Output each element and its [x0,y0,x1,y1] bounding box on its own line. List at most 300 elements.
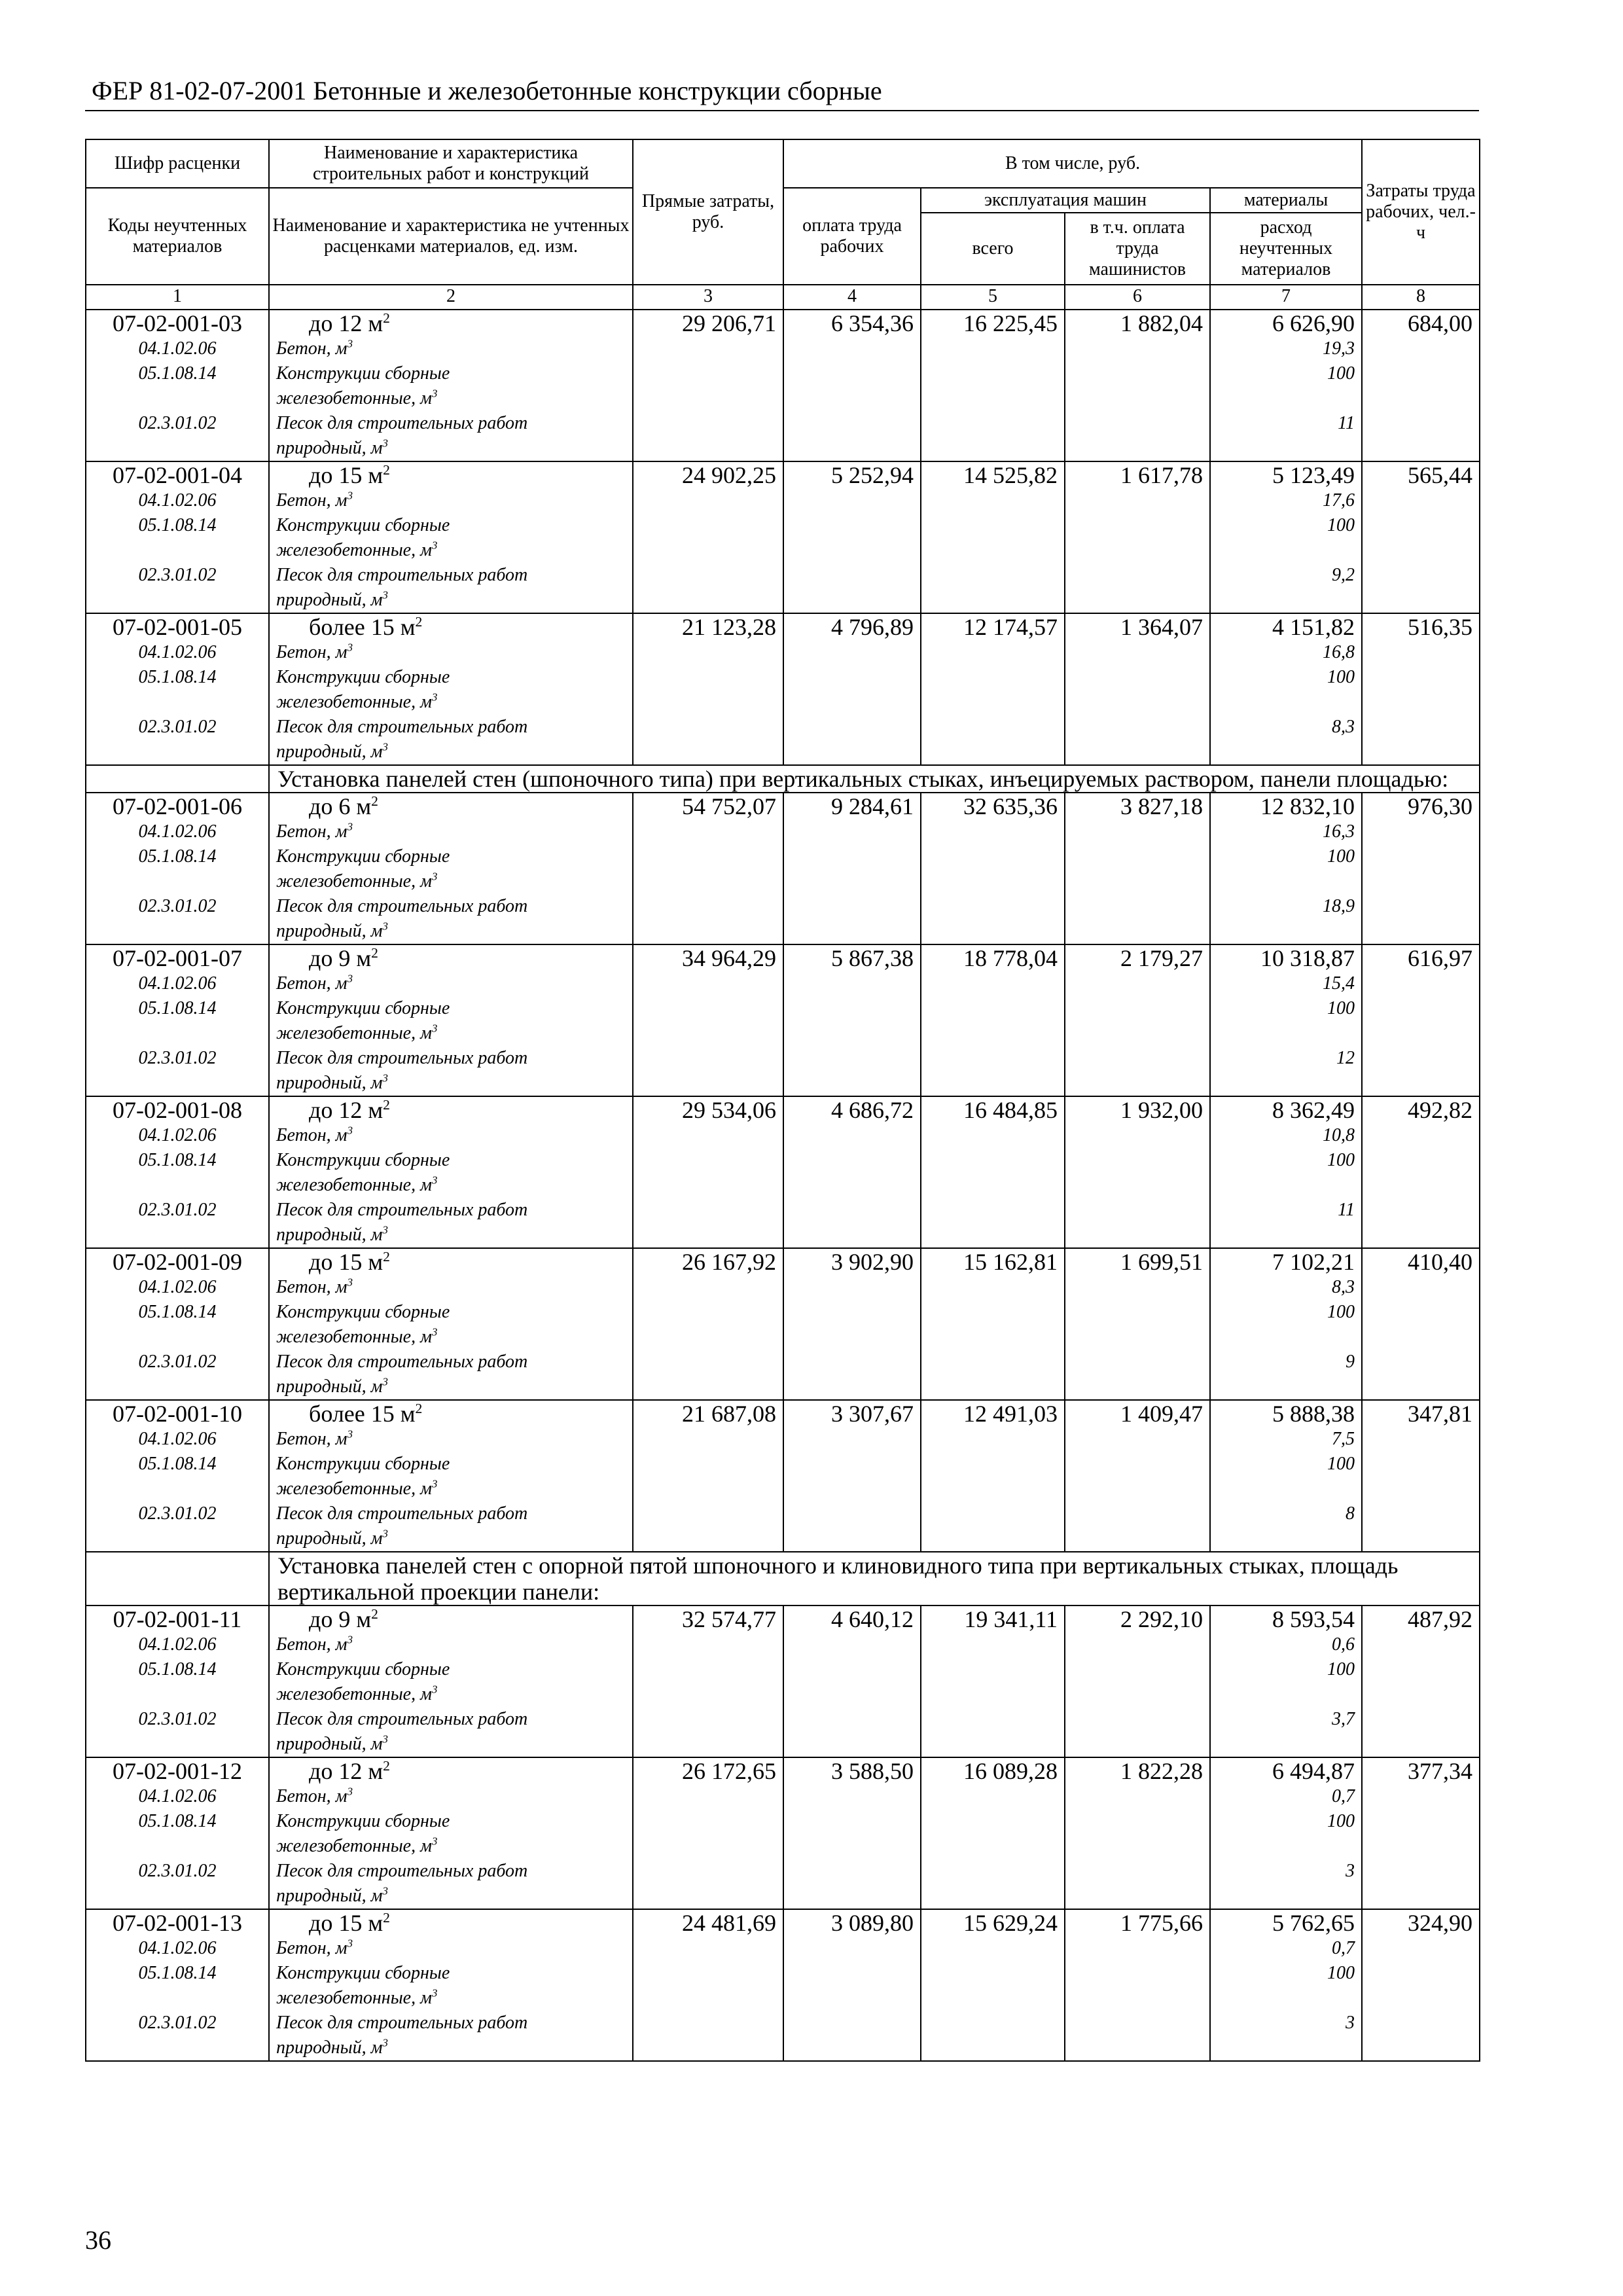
superscript: 2 [383,1097,390,1113]
machines-operators-value: 1 617,78 [1120,462,1203,488]
labor-pay-value: 6 354,36 [831,310,914,336]
direct-cost-cell [633,1757,783,1909]
column-number: 3 [633,285,783,310]
labor-cost-cell [1362,944,1480,1096]
header-unaccounted-names: Наименование и характеристика не учтенных расценками материалов, ед. изм. [269,188,633,285]
material-name-cont-text: железобетонные, м [276,388,432,408]
rates-table [85,139,1480,2062]
rate-code: 07-02-001-07 [113,945,242,971]
work-name [276,1910,632,1936]
direct-cost-cell [633,793,783,944]
superscript: 3 [382,1223,388,1236]
rate-name-cell [269,1096,633,1248]
direct-cost-cell [633,1909,783,2061]
superscript: 3 [382,1732,388,1746]
materials-cell [1210,1248,1362,1400]
material-code: 02.3.01.02 [138,413,217,433]
work-name-text: до 12 м [309,1097,383,1123]
materials-value: 8 593,54 [1272,1606,1355,1632]
rate-row [86,944,1480,1096]
superscript: 3 [382,2036,388,2049]
material-code-spacer [86,1682,268,1707]
material-quantity-spacer [1211,1682,1355,1707]
machines-operators-value: 2 292,10 [1120,1606,1203,1632]
material-code-spacer [86,588,268,613]
rate-name-cell [269,1400,633,1552]
rate-code-cell [86,1400,269,1552]
material-name-cont [276,1071,632,1096]
superscript: 3 [347,972,353,985]
superscript: 3 [431,1986,438,2000]
header-machines-operators: в т.ч. оплата труда машинистов [1065,213,1210,285]
material-name-cont-text: природный, м [276,742,383,762]
rates-table-container [85,139,1479,2062]
material-quantity-spacer [1211,1021,1355,1046]
material-code: 02.3.01.02 [138,717,217,737]
superscript: 3 [431,1477,438,1490]
material-name-cont [276,1223,632,1247]
work-name [276,462,632,488]
material-name-cont [276,740,632,764]
superscript: 3 [431,870,438,883]
material-name [276,488,632,513]
material-code-spacer [86,2036,268,2060]
labor-pay-cell [783,1909,921,2061]
labor-cost-cell [1362,1909,1480,2061]
material-code: 04.1.02.06 [138,1634,217,1655]
rate-name-cell [269,613,633,765]
material-name: Песок для строительных работ [276,896,528,916]
material-code-spacer [86,1884,268,1909]
material-name: Песок для строительных работ [276,1352,528,1372]
page-number: 36 [85,2225,111,2255]
material-code: 05.1.08.14 [138,998,217,1018]
direct-cost-value: 26 167,92 [682,1249,776,1275]
material-name-cont-text: железобетонные, м [276,871,432,891]
machines-operators-cell [1065,1757,1210,1909]
machines-total-cell [921,1909,1065,2061]
rate-code: 07-02-001-06 [113,793,242,819]
work-name [276,614,632,640]
rate-code-cell [86,1248,269,1400]
material-name: Конструкции сборные [276,1963,450,1983]
machines-operators-cell [1065,461,1210,613]
rate-code: 07-02-001-09 [113,1249,242,1275]
material-quantity-spacer [1211,1526,1355,1551]
rate-code-cell [86,1096,269,1248]
material-name-cont [276,436,632,461]
material-quantity: 100 [1327,363,1355,384]
rate-row [86,1909,1480,2061]
direct-cost-value: 54 752,07 [682,793,776,819]
superscript: 2 [415,614,423,630]
material-name: Песок для строительных работ [276,1200,528,1220]
work-name-text: до 9 м [309,1606,372,1632]
material-code-spacer [86,1374,268,1399]
material-quantity: 8,3 [1332,717,1355,737]
material-code-spacer [86,1477,268,1501]
direct-cost-cell [633,1400,783,1552]
material-code: 04.1.02.06 [138,1786,217,1806]
column-number: 6 [1065,285,1210,310]
direct-cost-value: 26 172,65 [682,1758,776,1784]
labor-cost-cell [1362,1757,1480,1909]
machines-total-value: 14 525,82 [963,462,1058,488]
material-quantity: 100 [1327,667,1355,687]
material-name: Конструкции сборные [276,667,450,687]
rate-code-cell [86,1605,269,1757]
superscript: 3 [347,820,353,833]
machines-operators-cell [1065,1605,1210,1757]
material-code: 05.1.08.14 [138,1811,217,1831]
superscript: 3 [431,539,438,552]
column-number: 7 [1210,285,1362,310]
machines-operators-cell [1065,793,1210,944]
material-name: Песок для строительных работ [276,1048,528,1068]
materials-cell [1210,1757,1362,1909]
material-name [276,819,632,844]
material-name-cont-text: природный, м [276,438,383,458]
material-name-cont [276,1477,632,1501]
superscript: 2 [415,1401,423,1416]
rate-row [86,310,1480,461]
material-code: 02.3.01.02 [138,1503,217,1524]
labor-pay-cell [783,944,921,1096]
material-quantity: 3,7 [1332,1709,1355,1729]
material-code: 02.3.01.02 [138,1048,217,1068]
material-quantity-spacer [1211,869,1355,894]
material-quantity: 9,2 [1332,565,1355,585]
material-code-spacer [86,386,268,411]
material-code: 05.1.08.14 [138,1454,217,1474]
machines-operators-value: 1 409,47 [1120,1401,1203,1427]
material-code-spacer [86,1834,268,1859]
superscript: 3 [347,1785,353,1798]
material-name [276,1632,632,1657]
direct-cost-value: 34 964,29 [682,945,776,971]
machines-operators-cell [1065,613,1210,765]
material-code-spacer [86,1526,268,1551]
material-name [276,640,632,665]
rate-code-cell [86,944,269,1096]
rate-code-cell [86,461,269,613]
material-quantity: 100 [1327,1963,1355,1983]
section-title: Установка панелей стен (шпоночного типа) при вертикальных стыках, инъецируемых раствором, панели площадью: [269,765,1480,793]
material-quantity: 0,7 [1332,1938,1355,1958]
material-quantity: 8,3 [1332,1277,1355,1297]
superscript: 3 [347,489,353,502]
superscript: 3 [347,1633,353,1646]
materials-cell [1210,613,1362,765]
material-quantity: 10,8 [1323,1125,1355,1145]
superscript: 2 [371,945,378,961]
labor-pay-cell [783,310,921,461]
rate-code: 07-02-001-04 [113,462,242,488]
machines-operators-value: 1 932,00 [1120,1097,1203,1123]
material-code: 04.1.02.06 [138,1277,217,1297]
direct-cost-value: 29 534,06 [682,1097,776,1123]
material-name: Песок для строительных работ [276,2013,528,2033]
material-code: 04.1.02.06 [138,1125,217,1145]
direct-cost-cell [633,944,783,1096]
work-name-text: до 6 м [309,793,372,819]
material-quantity: 100 [1327,1811,1355,1831]
materials-value: 12 832,10 [1260,793,1355,819]
machines-total-value: 12 491,03 [963,1401,1058,1427]
superscript: 2 [383,1758,390,1774]
superscript: 3 [382,1527,388,1540]
machines-operators-value: 1 882,04 [1120,310,1203,336]
labor-cost-cell [1362,1605,1480,1757]
material-code-spacer [86,538,268,563]
material-name-cont [276,1325,632,1350]
work-name-text: до 12 м [309,1758,383,1784]
material-quantity-spacer [1211,588,1355,613]
material-name-cont [276,1884,632,1909]
column-number: 4 [783,285,921,310]
machines-total-value: 15 629,24 [963,1910,1058,1936]
material-name-text: Бетон, м [276,490,348,511]
labor-pay-cell [783,1096,921,1248]
machines-total-value: 16 089,28 [963,1758,1058,1784]
rate-row [86,1400,1480,1552]
labor-cost-value: 516,35 [1408,614,1473,640]
labor-cost-cell [1362,1400,1480,1552]
material-quantity-spacer [1211,2036,1355,2060]
material-code-spacer [86,1173,268,1198]
material-quantity-spacer [1211,1986,1355,2011]
direct-cost-cell [633,613,783,765]
material-code: 05.1.08.14 [138,515,217,535]
machines-total-cell [921,1400,1065,1552]
page-header [85,73,1479,111]
material-name-cont-text: природный, м [276,1225,383,1245]
material-name [276,336,632,361]
direct-cost-value: 21 123,28 [682,614,776,640]
rate-code: 07-02-001-13 [113,1910,242,1936]
header-materials-consumption: расход неучтенных материалов [1210,213,1362,285]
header-including: В том числе, руб. [783,139,1362,188]
machines-operators-value: 2 179,27 [1120,945,1203,971]
material-name: Конструкции сборные [276,1659,450,1679]
machines-operators-cell [1065,1909,1210,2061]
header-direct-costs: Прямые затраты, руб. [633,139,783,285]
work-name [276,1249,632,1275]
labor-cost-value: 410,40 [1408,1249,1473,1275]
material-quantity: 100 [1327,1150,1355,1170]
superscript: 3 [382,437,388,450]
machines-operators-cell [1065,944,1210,1096]
labor-pay-cell [783,793,921,944]
rate-row [86,613,1480,765]
labor-pay-value: 4 686,72 [831,1097,914,1123]
superscript: 3 [431,1325,438,1338]
material-name-cont-text: природный, м [276,1528,383,1549]
material-code: 05.1.08.14 [138,1150,217,1170]
material-quantity-spacer [1211,1884,1355,1909]
direct-cost-value: 24 902,25 [682,462,776,488]
material-name-cont-text: железобетонные, м [276,540,432,560]
material-code-spacer [86,436,268,461]
machines-operators-cell [1065,1248,1210,1400]
material-name-cont-text: природный, м [276,2037,383,2058]
material-name-cont-text: железобетонные, м [276,1479,432,1499]
material-code: 02.3.01.02 [138,1352,217,1372]
material-code-spacer [86,690,268,715]
direct-cost-cell [633,1248,783,1400]
direct-cost-value: 21 687,08 [682,1401,776,1427]
material-code-spacer [86,1021,268,1046]
material-code: 04.1.02.06 [138,973,217,994]
material-quantity: 18,9 [1323,896,1355,916]
superscript: 2 [383,1910,390,1926]
labor-cost-cell [1362,461,1480,613]
material-quantity: 3 [1346,2013,1355,2033]
labor-cost-value: 616,97 [1408,945,1473,971]
material-code: 05.1.08.14 [138,846,217,867]
labor-pay-cell [783,613,921,765]
material-code: 05.1.08.14 [138,1659,217,1679]
material-quantity: 9 [1346,1352,1355,1372]
rate-name-cell [269,461,633,613]
material-name [276,1936,632,1961]
material-name-cont [276,1834,632,1859]
material-name: Конструкции сборные [276,515,450,535]
material-name: Конструкции сборные [276,363,450,384]
rate-code: 07-02-001-03 [113,310,242,336]
header-machines: эксплуатация машин [921,188,1210,213]
labor-pay-value: 3 902,90 [831,1249,914,1275]
materials-cell [1210,1909,1362,2061]
column-number: 2 [269,285,633,310]
machines-operators-value: 1 775,66 [1120,1910,1203,1936]
direct-cost-cell [633,461,783,613]
document-title: ФЕР 81-02-07-2001 Бетонные и железобетонные конструкции сборные [92,76,882,105]
material-code-spacer [86,1986,268,2011]
superscript: 2 [371,1606,378,1622]
materials-value: 6 494,87 [1272,1758,1355,1784]
material-name-cont-text: железобетонные, м [276,692,432,712]
work-name-text: до 15 м [309,1910,383,1936]
material-name-cont [276,1986,632,2011]
material-code: 04.1.02.06 [138,642,217,662]
labor-cost-value: 487,92 [1408,1606,1473,1632]
materials-value: 7 102,21 [1272,1249,1355,1275]
material-code-spacer [86,869,268,894]
material-name: Конструкции сборные [276,1454,450,1474]
material-quantity: 100 [1327,1454,1355,1474]
superscript: 3 [431,1835,438,1848]
superscript: 3 [347,1124,353,1137]
work-name-text: более 15 м [309,1401,416,1427]
material-quantity: 100 [1327,846,1355,867]
materials-value: 6 626,90 [1272,310,1355,336]
material-code: 02.3.01.02 [138,896,217,916]
material-quantity-spacer [1211,1223,1355,1247]
material-code: 04.1.02.06 [138,490,217,511]
material-name: Песок для строительных работ [276,565,528,585]
material-code: 02.3.01.02 [138,1861,217,1881]
header-code: Шифр расценки [86,139,269,188]
section-header-row [86,1552,1480,1605]
rate-name-cell [269,1605,633,1757]
material-code: 02.3.01.02 [138,1709,217,1729]
materials-value: 4 151,82 [1272,614,1355,640]
material-name-text: Бетон, м [276,1125,348,1145]
material-name-cont [276,2036,632,2060]
materials-cell [1210,1605,1362,1757]
rate-code: 07-02-001-10 [113,1401,242,1427]
labor-cost-cell [1362,793,1480,944]
table-body [86,285,1480,2061]
material-quantity: 100 [1327,515,1355,535]
material-name [276,1275,632,1300]
column-number: 8 [1362,285,1480,310]
machines-operators-cell [1065,1400,1210,1552]
material-name-cont-text: природный, м [276,1376,383,1397]
material-quantity: 100 [1327,1659,1355,1679]
rate-row [86,461,1480,613]
materials-cell [1210,1096,1362,1248]
labor-pay-value: 5 252,94 [831,462,914,488]
header-name: Наименование и характеристика строительных работ и конструкций [269,139,633,188]
work-name [276,1097,632,1123]
material-quantity: 11 [1338,413,1355,433]
labor-pay-value: 3 588,50 [831,1758,914,1784]
work-name [276,945,632,971]
machines-total-value: 16 225,45 [963,310,1058,336]
superscript: 3 [431,1022,438,1035]
materials-value: 5 888,38 [1272,1401,1355,1427]
rate-row [86,1248,1480,1400]
material-name [276,1427,632,1452]
rate-name-cell [269,1909,633,2061]
rate-name-cell [269,1757,633,1909]
rate-name-cell [269,1248,633,1400]
rate-code-cell [86,793,269,944]
material-name-cont [276,588,632,613]
material-code: 02.3.01.02 [138,1200,217,1220]
machines-operators-value: 1 699,51 [1120,1249,1203,1275]
labor-cost-value: 347,81 [1408,1401,1473,1427]
material-quantity: 11 [1338,1200,1355,1220]
machines-total-value: 19 341,11 [964,1606,1058,1632]
machines-total-value: 18 778,04 [963,945,1058,971]
material-name: Конструкции сборные [276,846,450,867]
machines-operators-value: 3 827,18 [1120,793,1203,819]
material-code-spacer [86,1071,268,1096]
material-name-text: Бетон, м [276,1634,348,1655]
header-labor-cost: Затраты труда рабочих, чел.-ч [1362,139,1480,285]
machines-total-cell [921,613,1065,765]
labor-pay-value: 5 867,38 [831,945,914,971]
material-name-cont [276,538,632,563]
materials-value: 5 123,49 [1272,462,1355,488]
material-name-text: Бетон, м [276,1786,348,1806]
labor-cost-cell [1362,613,1480,765]
material-name-cont [276,1526,632,1551]
labor-pay-cell [783,461,921,613]
machines-operators-value: 1 364,07 [1120,614,1203,640]
materials-cell [1210,793,1362,944]
labor-pay-cell [783,1400,921,1552]
labor-pay-value: 3 307,67 [831,1401,914,1427]
material-name-cont-text: железобетонные, м [276,1023,432,1043]
material-code: 02.3.01.02 [138,2013,217,2033]
material-name: Конструкции сборные [276,1150,450,1170]
machines-operators-value: 1 822,28 [1120,1758,1203,1784]
work-name-text: до 9 м [309,945,372,971]
